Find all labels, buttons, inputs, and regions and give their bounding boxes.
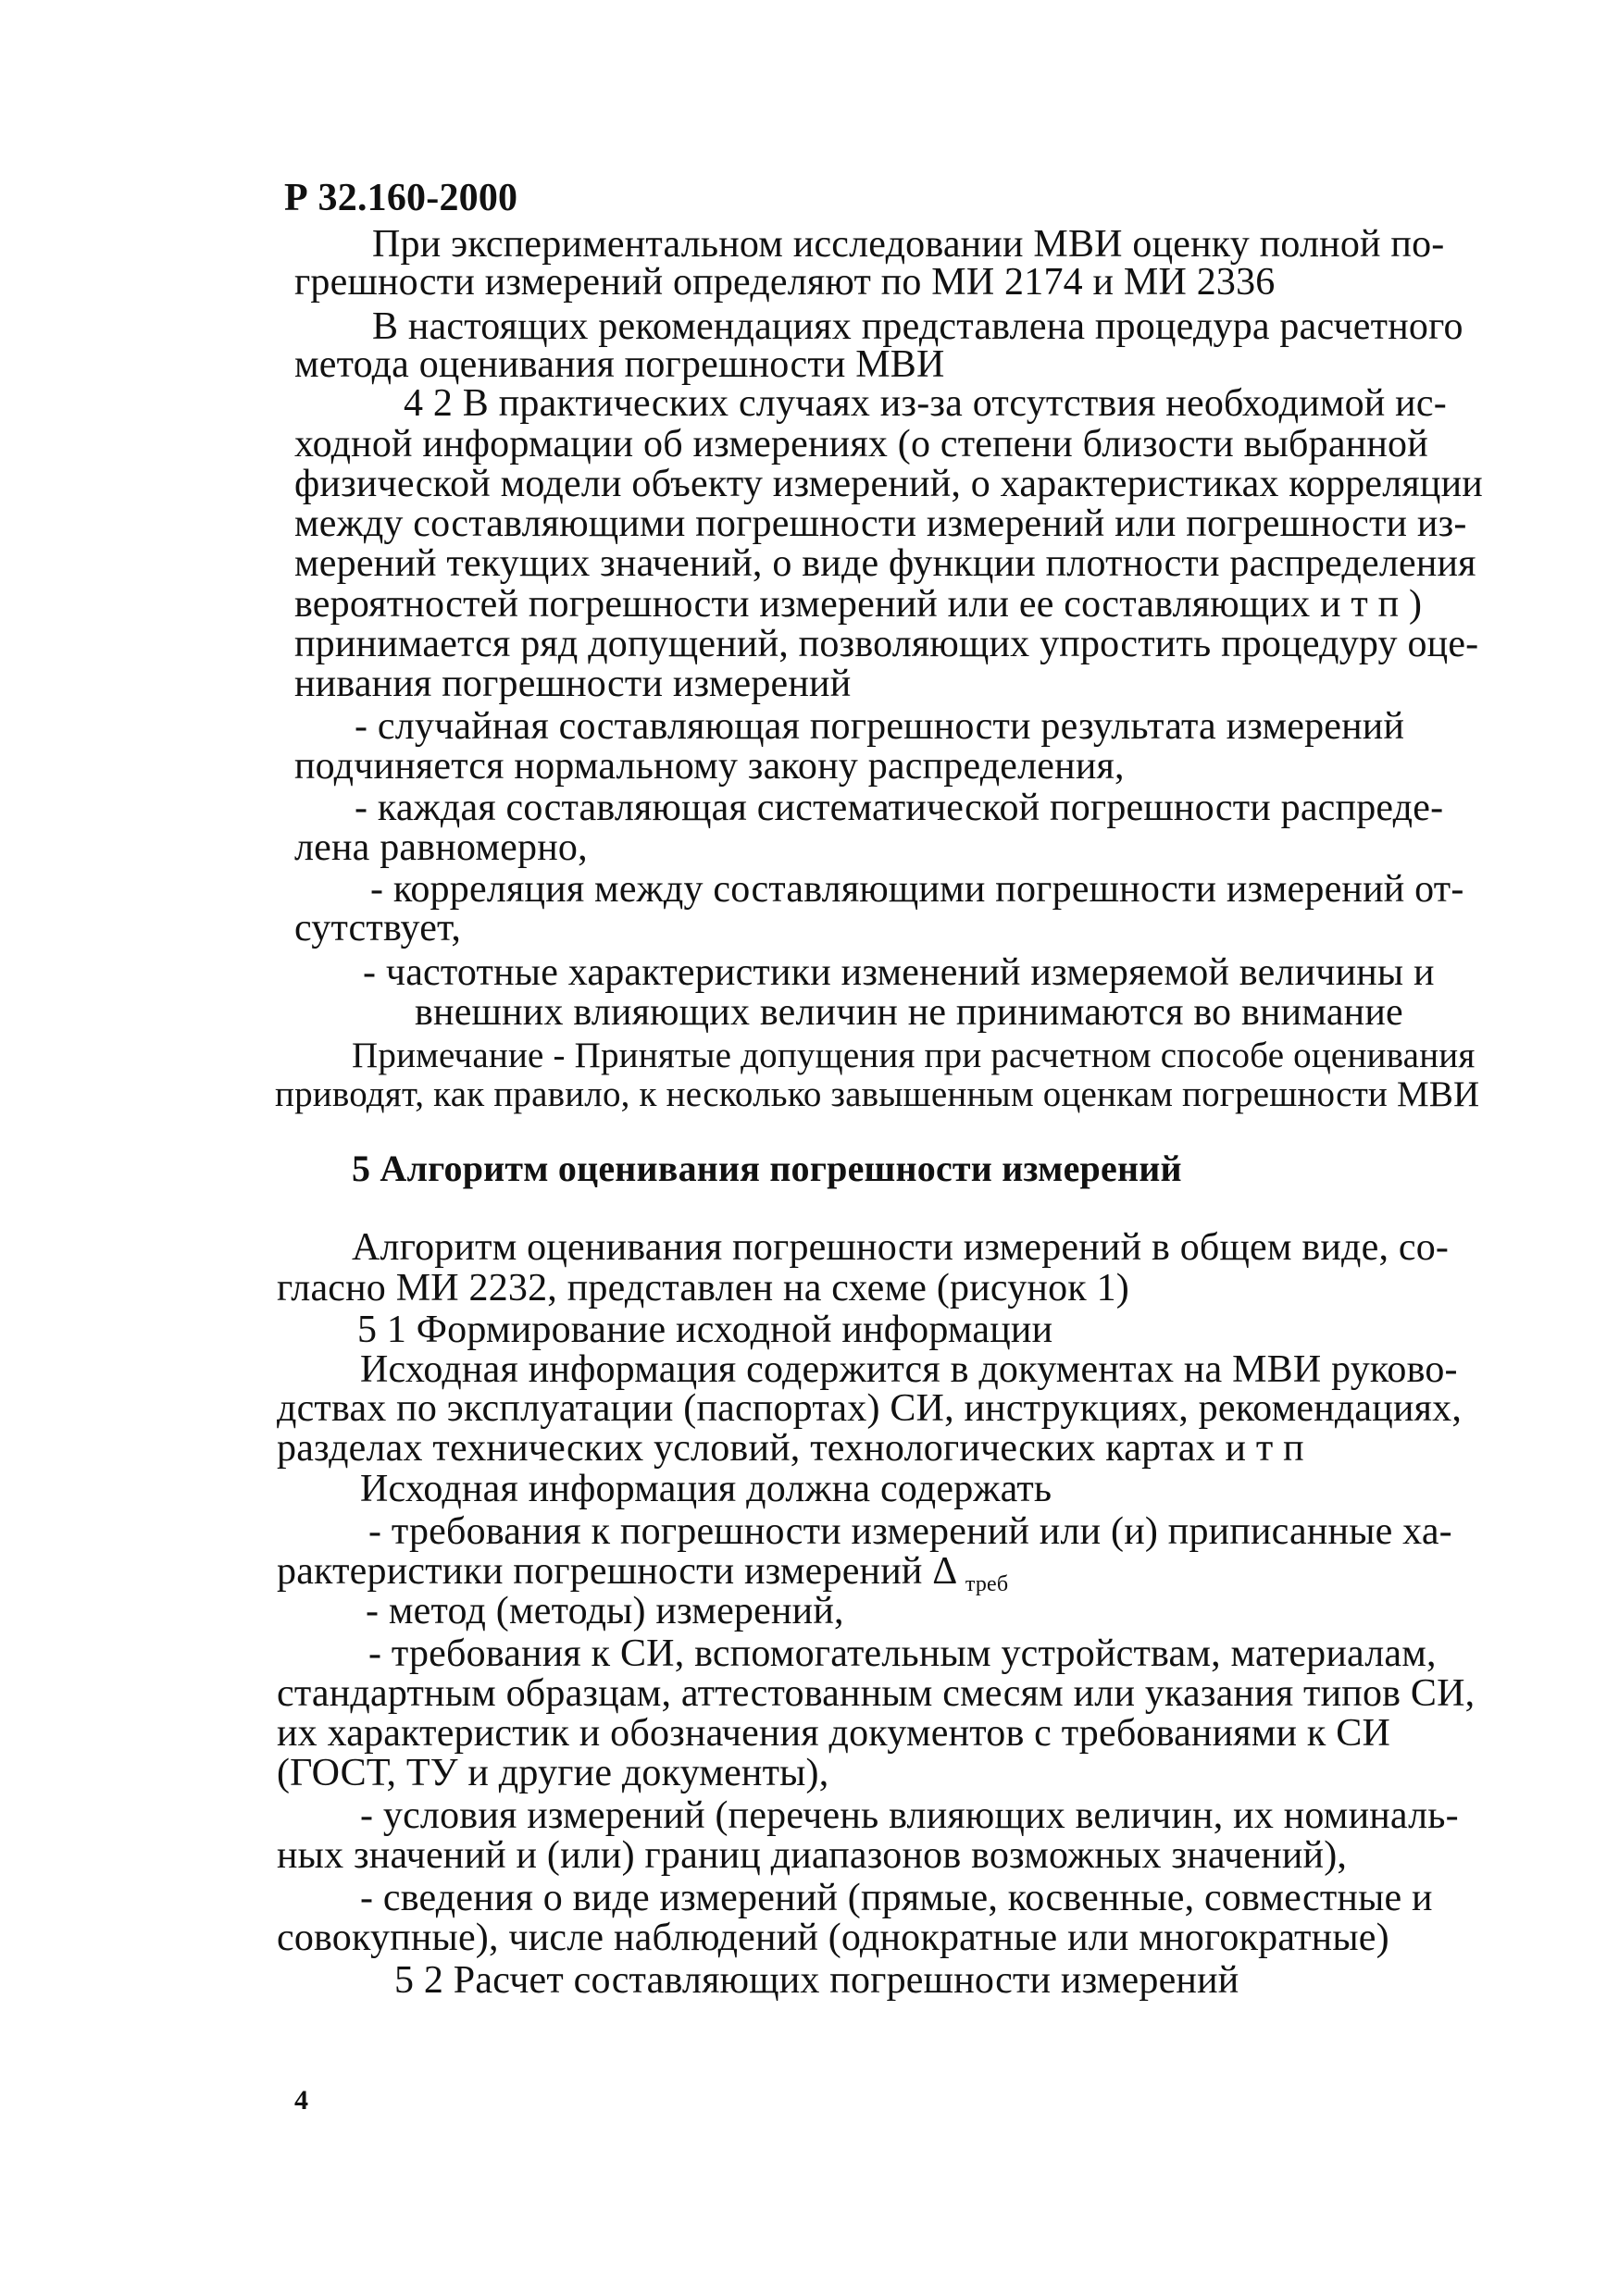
text-line: совокупные), числе наблюдений (однократные или многократные)	[277, 1917, 1389, 1959]
text-line: В настоящих рекомендациях представлена процедура расчетного	[372, 305, 1463, 348]
text-line: Исходная информация должна содержать	[360, 1468, 1052, 1510]
subsection-title: 5 1 Формирование исходной информации	[357, 1309, 1053, 1351]
text-line: между составляющими погрешности измерений или погрешности из-	[294, 503, 1467, 545]
text-line: Алгоритм оценивания погрешности измерений в общем виде, со-	[352, 1226, 1450, 1269]
note-text: Примечание - Принятые допущения при расчетном способе оценивания	[352, 1036, 1476, 1075]
text-line: Исходная информация содержится в документах на МВИ руково-	[360, 1348, 1458, 1391]
text-line: лена равномерно,	[294, 826, 588, 869]
text-line: (ГОСТ, ТУ и другие документы),	[277, 1752, 829, 1794]
text-line: сутствует,	[294, 907, 462, 949]
text-line: нивания погрешности измерений	[294, 663, 852, 705]
list-item: - случайная составляющая погрешности результата измерений	[355, 705, 1405, 748]
list-item: - сведения о виде измерений (прямые, косвенные, совместные и	[360, 1877, 1433, 1919]
subscript: треб	[965, 1572, 1009, 1596]
text-line: При экспериментальном исследовании МВИ оценку полной по-	[372, 223, 1445, 266]
text-line: подчиняется нормальному закону распределения,	[294, 745, 1125, 788]
list-item: - условия измерений (перечень влияющих величин, их номиналь-	[360, 1794, 1459, 1837]
text-line: мерений текущих значений, о виде функции плотности распределения	[294, 542, 1476, 585]
text-line: ных значений и (или) границ диапазонов возможных значений),	[277, 1834, 1348, 1877]
list-item: - каждая составляющая систематической погрешности распреде-	[355, 787, 1444, 829]
list-item: - требования к погрешности измерений или (и) приписанные ха-	[368, 1510, 1452, 1553]
text-line: дствах по эксплуатации (паспортах) СИ, инструкциях, рекомендациях,	[277, 1387, 1463, 1430]
text-line: вероятностей погрешности измерений или ее составляющих и т п )	[294, 583, 1423, 626]
list-item: - требования к СИ, вспомогательным устройствам, материалам,	[368, 1632, 1437, 1675]
note-text: приводят, как правило, к несколько завышенным оценкам погрешности МВИ	[275, 1074, 1480, 1114]
list-item: - частотные характеристики изменений измеряемой величины и	[363, 951, 1435, 994]
text-fragment: рактеристики погрешности измерений Δ	[277, 1550, 956, 1593]
page-number: 4	[294, 2085, 309, 2116]
subsection-title: 5 2 Расчет составляющих погрешности измерений	[394, 1959, 1239, 2002]
document-code: Р 32.160-2000	[284, 177, 518, 219]
text-line: гласно МИ 2232, представлен на схеме (рисунок 1)	[277, 1267, 1129, 1309]
section-heading: 5 Алгоритм оценивания погрешности измерений	[352, 1148, 1182, 1189]
text-line: физической модели объекту измерений, о характеристиках корреляции	[294, 463, 1483, 505]
text-line: внешних влияющих величин не принимаются во внимание	[415, 991, 1403, 1034]
text-line: ходной информации об измерениях (о степени близости выбранной	[294, 423, 1428, 465]
text-line: грешности измерений определяют по МИ 2174 и МИ 2336	[294, 261, 1276, 304]
text-line: стандартным образцам, аттестованным смесям или указания типов СИ,	[277, 1672, 1476, 1715]
text-line: 4 2 В практических случаях из-за отсутствия необходимой ис-	[404, 382, 1447, 425]
text-line: метода оценивания погрешности МВИ	[294, 343, 945, 386]
text-line: принимается ряд допущений, позволяющих упростить процедуру оце-	[294, 623, 1479, 665]
list-item: - метод (методы) измерений,	[366, 1590, 844, 1632]
list-item: - корреляция между составляющими погрешности измерений от-	[370, 868, 1464, 911]
text-line: их характеристик и обозначения документов с требованиями к СИ	[277, 1712, 1390, 1755]
text-line: разделах технических условий, технологических картах и т п	[277, 1427, 1304, 1470]
